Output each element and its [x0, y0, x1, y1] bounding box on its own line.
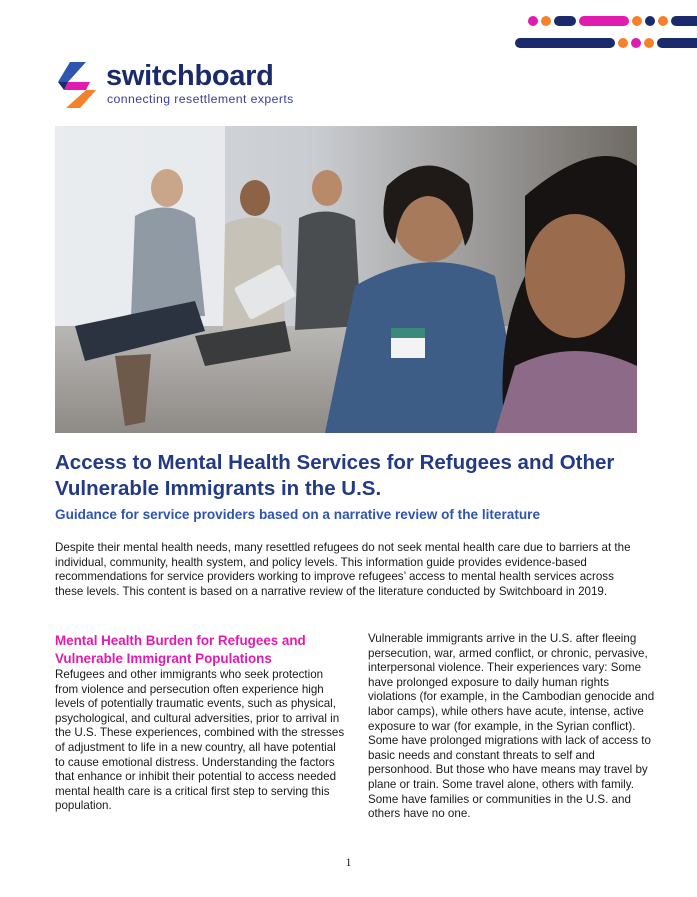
hero-photo — [55, 126, 637, 433]
decorative-dot-bars — [0, 0, 697, 60]
brand-tagline: connecting resettlement experts — [107, 92, 294, 106]
left-column-text: Refugees and other immigrants who seek protection from violence and persecution often experience high levels of potentially traumatic events, such as physical, psychological, and cultural adversities, prior to arrival in the U.S. These experiences, combined with the stresses of adjustment to life in a new country, all have potential to cause emotional distress. Understanding the factors that enhance or inhibit their potential to access needed mental health care is a critical first step to serving this population. — [55, 668, 345, 813]
group-photo-icon — [55, 126, 637, 433]
switchboard-logo — [56, 58, 306, 110]
right-column — [368, 632, 658, 822]
right-column-text: Vulnerable immigrants arrive in the U.S. after fleeing persecution, war, armed conflict, or chronic, pervasive, interpersonal violence. Their experiences vary: Some have prolonged exposure to daily human rights violations (for example, in the Cambodian genocide and labor camps), while others have acute, intense, active exposure to war (for example, in the Syrian conflict). Some have prolonged migrations with lack of access to basic needs and constant threats to self and personhood. But those who have means may travel by plane or train. Some travel alone, others with family. Some have families or communities in the U.S. and others have no one. — [368, 632, 655, 821]
brand-name: switchboard — [106, 60, 274, 92]
intro-paragraph: Despite their mental health needs, many resettled refugees do not seek mental health care due to barriers at the individual, community, health system, and policy levels. This information guide provides evidence-based recommendations for service providers working to improve refugees’ access to mental health services across these levels. This content is based on a narrative review of the literature conducted by Switchboard in 2019. — [55, 541, 631, 598]
page-subtitle: Guidance for service providers based on a narrative review of the literature — [55, 507, 541, 522]
logo-mark-icon — [56, 60, 98, 108]
section-heading: Mental Health Burden for Refugees and Vulnerable Immigrant Populations — [55, 633, 306, 666]
left-column — [55, 632, 347, 814]
page-number: 1 — [345, 855, 352, 869]
page-title: Access to Mental Health Services for Refugees and Other Vulnerable Immigrants in the U.S. — [55, 451, 615, 500]
